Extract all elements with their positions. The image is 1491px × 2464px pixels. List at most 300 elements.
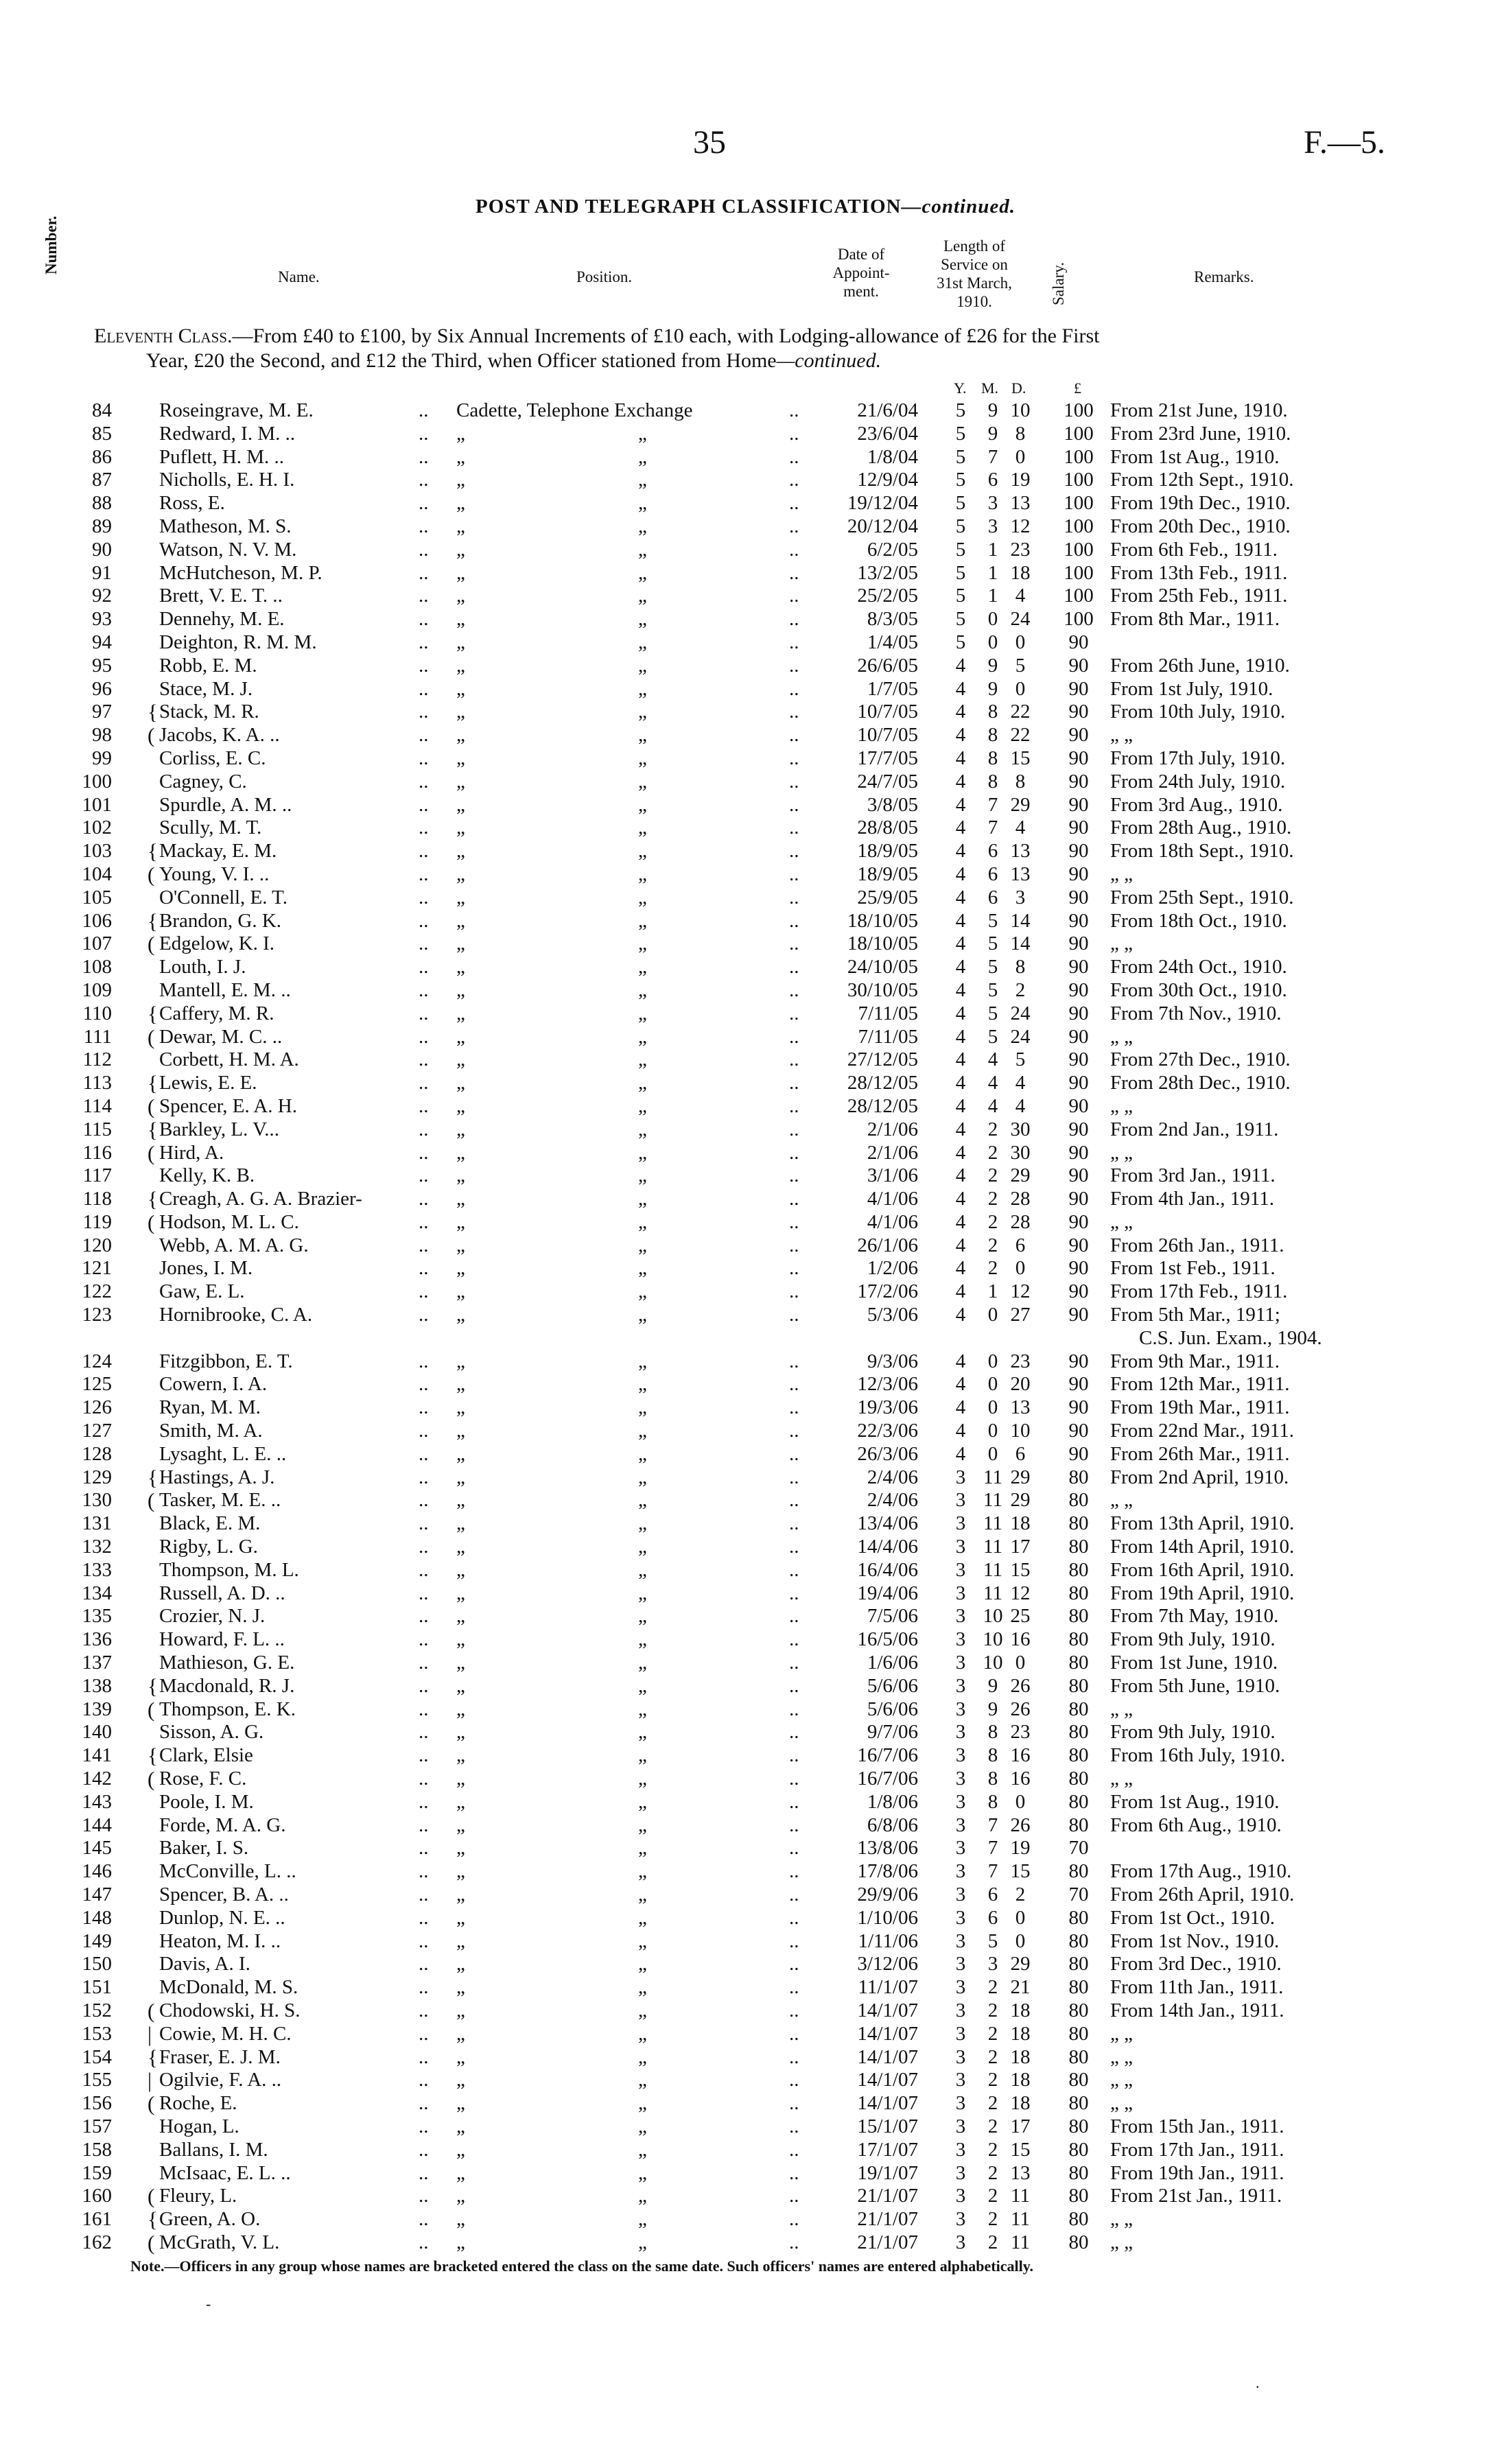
row-date: 3/12/06: [857, 1953, 918, 1975]
row-remarks: „ „: [1110, 2045, 1133, 2068]
leader-dots: ..: [419, 1257, 429, 1280]
title-suffix: —continued.: [901, 196, 1015, 218]
leader-dots: ..: [789, 1721, 799, 1744]
row-months: 2: [987, 2022, 998, 2045]
row-position: „: [456, 1860, 465, 1883]
row-years: 4: [955, 978, 966, 1001]
leader-dots: ..: [419, 1072, 429, 1094]
row-years: 4: [955, 1304, 966, 1326]
leader-dots: ..: [789, 793, 799, 816]
row-number: 139: [82, 1698, 112, 1720]
row-years: 4: [955, 1420, 966, 1442]
leader-dots: ..: [789, 1442, 799, 1465]
leader-dots: ..: [419, 585, 429, 607]
row-number: 120: [82, 1234, 112, 1256]
row-months: 2: [987, 1999, 998, 2021]
row-number: 107: [82, 932, 112, 955]
leader-dots: ..: [789, 1512, 799, 1535]
row-position: „: [456, 1652, 465, 1674]
table-row: [0, 1280, 1491, 1304]
row-number: 98: [92, 724, 112, 747]
table-row: [0, 2115, 1491, 2139]
table-row: [0, 446, 1491, 469]
row-salary: 90: [1068, 1442, 1089, 1465]
row-name: Smith, M. A.: [159, 1420, 263, 1442]
row-number: 147: [82, 1884, 112, 1905]
leader-dots: ..: [789, 1118, 799, 1140]
row-remarks: From 18th Sept., 1910.: [1110, 840, 1294, 863]
row-salary: 90: [1068, 909, 1089, 932]
row-months: 3: [987, 1953, 998, 1975]
row-position-ditto: „: [638, 1837, 647, 1859]
row-salary: 90: [1068, 1257, 1089, 1280]
row-days: 18: [1010, 2069, 1031, 2091]
row-number: 158: [82, 2138, 112, 2161]
row-number: 151: [82, 1976, 112, 1999]
leader-dots: ..: [419, 445, 429, 468]
row-remarks: From 1st July, 1910.: [1110, 677, 1273, 700]
table-row: [0, 608, 1491, 631]
leader-dots: ..: [789, 2092, 799, 2115]
row-months: 6: [987, 840, 998, 863]
row-years: 3: [955, 2185, 966, 2207]
row-number: 122: [82, 1280, 112, 1303]
row-name: Hodson, M. L. C.: [159, 1210, 299, 1233]
row-position: „: [456, 840, 465, 863]
row-months: 7: [987, 793, 998, 816]
row-position: „: [456, 492, 465, 515]
leader-dots: ..: [419, 654, 429, 677]
row-remarks: From 9th Mar., 1911.: [1110, 1350, 1280, 1372]
row-months: 7: [987, 1814, 998, 1836]
row-name: Poole, I. M.: [159, 1790, 254, 1813]
row-number: 145: [82, 1837, 112, 1859]
row-position-ditto: „: [638, 1257, 647, 1280]
row-position-ditto: „: [638, 608, 647, 631]
row-date: 9/3/06: [867, 1350, 918, 1372]
leader-dots: ..: [789, 515, 799, 537]
row-remarks: From 1st Feb., 1911.: [1110, 1257, 1276, 1280]
row-remarks: From 9th July, 1910.: [1110, 1628, 1276, 1651]
row-days: 2: [1015, 1884, 1026, 1905]
leader-dots: ..: [789, 1605, 799, 1628]
table-row: [0, 1234, 1491, 1258]
row-months: 2: [987, 2045, 998, 2068]
row-position-ditto: „: [638, 1373, 647, 1396]
row-days: 14: [1010, 909, 1031, 932]
row-position-ditto: „: [638, 654, 647, 677]
row-number: 94: [92, 631, 112, 653]
row-date: 17/8/06: [857, 1860, 918, 1883]
row-remarks: From 17th Jan., 1911.: [1110, 2138, 1284, 2161]
row-years: 4: [955, 1072, 966, 1094]
leader-dots: ..: [789, 492, 799, 515]
row-years: 3: [955, 1884, 966, 1905]
leader-dots: ..: [789, 608, 799, 631]
table-row: [0, 1744, 1491, 1768]
header-length-line: Length of: [943, 237, 1006, 255]
row-years: 3: [955, 1744, 966, 1767]
row-remarks: „ „: [1110, 1698, 1133, 1720]
row-remarks: From 22nd Mar., 1911.: [1110, 1420, 1294, 1442]
row-date: 6/8/06: [867, 1814, 918, 1836]
row-date: 30/10/05: [847, 978, 918, 1001]
row-years: 4: [955, 1396, 966, 1419]
row-remarks: From 2nd April, 1910.: [1110, 1466, 1289, 1488]
row-days: 13: [1010, 863, 1031, 885]
row-months: 4: [987, 1048, 998, 1071]
row-position: „: [456, 1002, 465, 1024]
row-position-ditto: „: [638, 1860, 647, 1883]
row-remarks: From 13th April, 1910.: [1110, 1512, 1295, 1535]
row-salary: 90: [1068, 1304, 1089, 1326]
row-remarks: From 17th Aug., 1910.: [1110, 1860, 1292, 1883]
row-months: 9: [987, 677, 998, 700]
row-position-ditto: „: [638, 1234, 647, 1256]
row-salary: 90: [1068, 1025, 1089, 1048]
table-row: [0, 2231, 1491, 2255]
row-years: 3: [955, 2138, 966, 2161]
row-position: „: [456, 469, 465, 491]
row-name: Nicholls, E. H. I.: [159, 469, 295, 491]
stray-mark: .: [1256, 2374, 1260, 2391]
row-remarks: „ „: [1110, 1025, 1133, 1048]
row-position-ditto: „: [638, 492, 647, 515]
row-number: 103: [82, 840, 112, 863]
row-number: 123: [82, 1304, 112, 1326]
row-name: Heaton, M. I. ..: [159, 1929, 281, 1952]
row-number: 97: [92, 701, 112, 723]
row-days: 29: [1010, 1164, 1031, 1187]
row-number: 102: [82, 817, 112, 839]
row-years: 5: [955, 608, 966, 631]
row-years: 4: [955, 724, 966, 747]
row-date: 7/5/06: [867, 1605, 918, 1628]
row-date: 5/6/06: [867, 1674, 918, 1697]
row-date: 25/9/05: [857, 886, 918, 908]
bracket-mark: {: [148, 1465, 158, 1490]
table-row: [0, 701, 1491, 724]
row-position-ditto: „: [638, 631, 647, 653]
row-days: 12: [1010, 1582, 1031, 1604]
row-position: „: [456, 1558, 465, 1581]
row-position: „: [456, 2115, 465, 2137]
table-row: [0, 1002, 1491, 1026]
row-name: Forde, M. A. G.: [159, 1814, 286, 1836]
row-number: 92: [92, 585, 112, 607]
row-months: 2: [987, 1976, 998, 1999]
row-position: „: [456, 585, 465, 607]
row-salary: 90: [1068, 932, 1089, 955]
row-salary: 90: [1068, 1350, 1089, 1372]
table-row: [0, 932, 1491, 956]
row-position: „: [456, 1744, 465, 1767]
table-row: [0, 1304, 1491, 1350]
row-position: „: [456, 956, 465, 978]
row-number: 104: [82, 863, 112, 885]
leader-dots: ..: [419, 608, 429, 631]
leader-dots: ..: [789, 422, 799, 445]
row-number: 137: [82, 1652, 112, 1674]
row-date: 5/3/06: [867, 1304, 918, 1326]
row-years: 3: [955, 1652, 966, 1674]
row-name: Spencer, E. A. H.: [159, 1094, 297, 1117]
table-row: [0, 1489, 1491, 1512]
row-days: 4: [1015, 817, 1026, 839]
leader-dots: ..: [419, 1466, 429, 1488]
row-months: 5: [987, 956, 998, 978]
leader-dots: ..: [419, 1790, 429, 1813]
row-date: 19/3/06: [857, 1396, 918, 1419]
row-date: 8/3/05: [867, 608, 918, 631]
row-date: 3/8/05: [867, 793, 918, 816]
row-remarks: From 10th July, 1910.: [1110, 701, 1286, 723]
leader-dots: ..: [789, 747, 799, 769]
row-salary: 90: [1068, 654, 1089, 677]
row-salary: 90: [1068, 724, 1089, 747]
row-position: „: [456, 1234, 465, 1256]
row-months: 0: [987, 1420, 998, 1442]
row-days: 4: [1015, 1094, 1026, 1117]
leader-dots: ..: [789, 2115, 799, 2137]
leader-dots: ..: [789, 1234, 799, 1256]
row-salary: 90: [1068, 1094, 1089, 1117]
leader-dots: ..: [419, 1350, 429, 1372]
row-days: 30: [1010, 1118, 1031, 1140]
row-name: Brett, V. E. T. ..: [159, 585, 283, 607]
leader-dots: ..: [419, 886, 429, 908]
row-remarks: From 14th Jan., 1911.: [1110, 1999, 1284, 2021]
row-years: 4: [955, 932, 966, 955]
row-months: 10: [983, 1605, 1003, 1628]
row-number: 119: [82, 1210, 112, 1233]
row-name: Ballans, I. M.: [159, 2138, 268, 2161]
row-number: 149: [82, 1929, 112, 1952]
leader-dots: ..: [419, 399, 429, 421]
row-date: 26/1/06: [857, 1234, 918, 1256]
row-date: 19/4/06: [857, 1582, 918, 1604]
bracket-mark: (: [148, 1094, 155, 1118]
bracket-mark: (: [148, 1488, 155, 1513]
row-position-ditto: „: [638, 1466, 647, 1488]
row-months: 0: [987, 608, 998, 631]
row-position-ditto: „: [638, 1906, 647, 1929]
row-position: „: [456, 515, 465, 537]
row-days: 28: [1010, 1188, 1031, 1210]
row-months: 11: [983, 1536, 1002, 1558]
row-position-ditto: „: [638, 1674, 647, 1697]
row-days: 26: [1010, 1814, 1031, 1836]
row-date: 13/2/05: [857, 561, 918, 584]
row-position-ditto: „: [638, 469, 647, 491]
leader-dots: ..: [419, 1094, 429, 1117]
row-name: Black, E. M.: [159, 1512, 261, 1535]
row-position-ditto: „: [638, 793, 647, 816]
leader-dots: ..: [419, 2092, 429, 2115]
row-days: 17: [1010, 2115, 1031, 2137]
row-salary: 80: [1068, 2161, 1089, 2184]
row-position: „: [456, 1025, 465, 1048]
row-years: 3: [955, 1837, 966, 1859]
row-name: Gaw, E. L.: [159, 1280, 245, 1303]
row-position: „: [456, 747, 465, 769]
leader-dots: ..: [419, 1814, 429, 1836]
leader-dots: ..: [419, 978, 429, 1001]
row-number: 116: [82, 1141, 112, 1164]
row-position-ditto: „: [638, 701, 647, 723]
row-remarks: From 13th Feb., 1911.: [1110, 561, 1288, 584]
row-position-ditto: „: [638, 1396, 647, 1419]
table-row: [0, 1257, 1491, 1280]
row-salary: 80: [1068, 1582, 1089, 1604]
row-position: „: [456, 1188, 465, 1210]
row-date: 4/1/06: [867, 1210, 918, 1233]
leader-dots: ..: [419, 1002, 429, 1024]
leader-dots: ..: [789, 2138, 799, 2161]
bracket-mark: (: [148, 1998, 155, 2023]
table-row: [0, 1420, 1491, 1443]
row-position: „: [456, 1350, 465, 1372]
leader-dots: ..: [419, 747, 429, 769]
header-position: Position.: [576, 268, 633, 285]
row-years: 4: [955, 1094, 966, 1117]
row-years: 3: [955, 1929, 966, 1952]
row-salary: 90: [1068, 1118, 1089, 1140]
row-position: „: [456, 1790, 465, 1813]
class-line-1: —From £40 to £100, by Six Annual Increments of £10 each, with Lodging-allowance of £26 for the First: [232, 325, 1100, 347]
table-row: [0, 1559, 1491, 1582]
row-position-ditto: „: [638, 1118, 647, 1140]
table-row: [0, 887, 1491, 910]
row-number: 105: [82, 886, 112, 908]
row-number: 124: [82, 1350, 112, 1372]
row-years: 4: [955, 840, 966, 863]
row-remarks: From 5th Mar., 1911;: [1110, 1304, 1280, 1326]
row-position: „: [456, 422, 465, 445]
staff-table: [0, 399, 1491, 2255]
row-months: 0: [987, 1396, 998, 1419]
leader-dots: ..: [789, 2208, 799, 2231]
row-salary: 90: [1068, 1141, 1089, 1164]
row-remarks: „ „: [1110, 2231, 1133, 2253]
leader-dots: ..: [789, 399, 799, 421]
bracket-mark: {: [148, 2207, 158, 2232]
row-years: 4: [955, 1350, 966, 1372]
row-number: 85: [92, 422, 112, 445]
row-days: 0: [1015, 677, 1026, 700]
row-position: „: [456, 631, 465, 653]
row-position-ditto: „: [638, 677, 647, 700]
row-name: Webb, A. M. A. G.: [159, 1234, 309, 1256]
row-position: „: [456, 1048, 465, 1071]
row-name: Chodowski, H. S.: [159, 1999, 301, 2021]
row-remarks: From 19th April, 1910.: [1110, 1582, 1295, 1604]
bracket-mark: {: [148, 1674, 158, 1698]
row-remarks: From 3rd Dec., 1910.: [1110, 1953, 1282, 1975]
header-name: Name.: [278, 268, 320, 285]
row-years: 5: [955, 469, 966, 491]
row-months: 11: [983, 1512, 1002, 1535]
bracket-mark: {: [148, 1744, 158, 1768]
row-days: 4: [1015, 585, 1026, 607]
row-years: 5: [955, 492, 966, 515]
row-position-ditto: „: [638, 2115, 647, 2137]
row-position-ditto: „: [638, 886, 647, 908]
row-years: 3: [955, 1976, 966, 1999]
row-date: 2/4/06: [867, 1489, 918, 1512]
row-remarks: From 2nd Jan., 1911.: [1110, 1118, 1279, 1140]
row-months: 5: [987, 1002, 998, 1024]
leader-dots: ..: [789, 956, 799, 978]
row-position: „: [456, 1420, 465, 1442]
row-months: 8: [987, 747, 998, 769]
row-position: „: [456, 1674, 465, 1697]
row-salary: 100: [1064, 469, 1094, 491]
header-length-line: Service on: [941, 256, 1008, 273]
row-position: „: [456, 1489, 465, 1512]
leader-dots: ..: [789, 1304, 799, 1326]
header-salary: Salary.: [1050, 261, 1067, 305]
row-remarks: From 18th Oct., 1910.: [1110, 909, 1287, 932]
leader-dots: ..: [789, 2069, 799, 2091]
leader-dots: ..: [419, 1512, 429, 1535]
row-months: 3: [987, 515, 998, 537]
row-days: 0: [1015, 631, 1026, 653]
row-remarks: „ „: [1110, 1210, 1133, 1233]
bracket-mark: |: [148, 2068, 152, 2093]
row-days: 0: [1015, 1906, 1026, 1929]
row-position: „: [456, 1837, 465, 1859]
row-position-ditto: „: [638, 1976, 647, 1999]
row-number: 141: [82, 1744, 112, 1767]
row-name: Caffery, M. R.: [159, 1002, 274, 1024]
row-days: 0: [1015, 1652, 1026, 1674]
row-months: 5: [987, 932, 998, 955]
row-salary: 80: [1068, 2185, 1089, 2207]
leader-dots: ..: [789, 1744, 799, 1767]
row-position: „: [456, 608, 465, 631]
leader-dots: ..: [789, 724, 799, 747]
row-remarks: From 17th July, 1910.: [1110, 747, 1286, 769]
table-row: [0, 1675, 1491, 1698]
row-days: 18: [1010, 561, 1031, 584]
row-position-ditto: „: [638, 1768, 647, 1790]
row-date: 7/11/05: [858, 1002, 918, 1024]
leader-dots: ..: [419, 2231, 429, 2253]
bracket-mark: (: [148, 1767, 155, 1792]
page-title: [0, 196, 1491, 218]
row-days: 8: [1015, 422, 1026, 445]
row-position: „: [456, 1582, 465, 1604]
row-salary: 90: [1068, 956, 1089, 978]
row-salary: 90: [1068, 747, 1089, 769]
row-months: 2: [987, 2208, 998, 2231]
row-position-ditto: „: [638, 538, 647, 561]
row-days: 26: [1010, 1698, 1031, 1720]
row-date: 4/1/06: [867, 1188, 918, 1210]
row-name: Cowie, M. H. C.: [159, 2022, 292, 2045]
row-date: 1/8/04: [867, 445, 918, 468]
row-position-ditto: „: [638, 2208, 647, 2231]
row-months: 8: [987, 724, 998, 747]
row-remarks: „ „: [1110, 1094, 1133, 1117]
row-position-ditto: „: [638, 1164, 647, 1187]
row-years: 3: [955, 2022, 966, 2045]
table-row: [0, 1976, 1491, 1999]
row-name: Crozier, N. J.: [159, 1605, 266, 1628]
row-date: 1/7/05: [867, 677, 918, 700]
row-months: 2: [987, 2231, 998, 2253]
